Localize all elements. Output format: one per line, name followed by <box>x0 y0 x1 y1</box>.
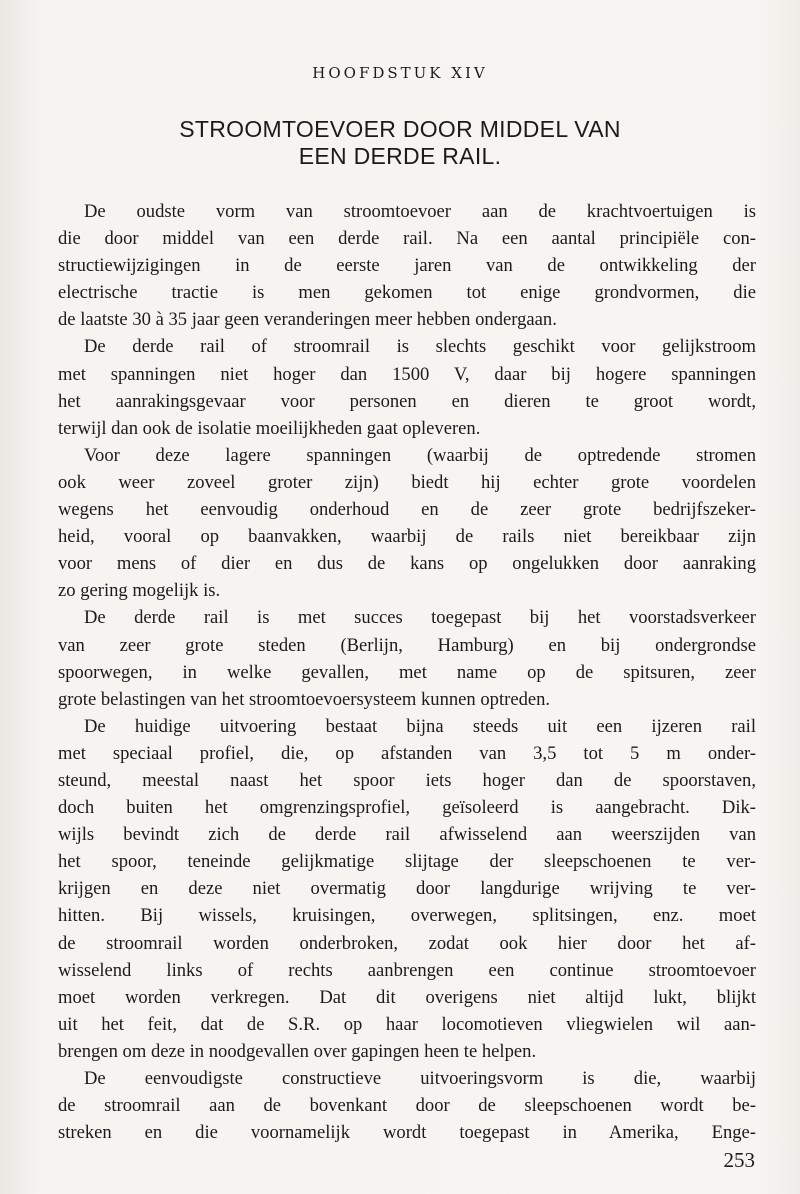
text-line: De derde rail of stroomrail is slechts geschikt voor gelijkstroom <box>84 336 756 358</box>
text-line: terwijl dan ook de isolatie moeilijkheden gaat opleveren. <box>58 417 481 439</box>
text-line: voor mens of dier en dus de kans op ongelukken door aanraking <box>58 553 756 575</box>
text-line: het spoor, teneinde gelijkmatige slijtage der sleepschoenen te ver- <box>58 851 756 873</box>
body-text <box>58 198 756 1146</box>
text-line: De derde rail is met succes toegepast bij het voorstadsverkeer <box>84 607 756 629</box>
text-line: heid, vooral op baanvakken, waarbij de rails niet bereikbaar zijn <box>58 526 756 548</box>
text-line: wegens het eenvoudig onderhoud en de zeer grote bedrijfszeker- <box>58 499 756 521</box>
paragraph <box>58 442 756 605</box>
text-line: De eenvoudigste constructieve uitvoeringsvorm is die, waarbij <box>84 1068 756 1089</box>
text-line: uit het feit, dat de S.R. op haar locomotieven vliegwielen wil aan- <box>58 1013 756 1035</box>
text-line: die door middel van een derde rail. Na een aantal principiële con- <box>58 228 756 250</box>
text-line: van zeer grote steden (Berlijn, Hamburg) en bij ondergrondse <box>58 634 756 656</box>
paragraph <box>58 713 756 1065</box>
text-line: streken en die voornamelijk wordt toegepast in Amerika, Enge- <box>58 1122 756 1144</box>
text-line: de stroomrail aan de bovenkant door de sleepschoenen wordt be- <box>58 1095 756 1117</box>
text-line: grote belastingen van het stroomtoevoersysteem kunnen optreden. <box>58 688 551 710</box>
text-line: krijgen en deze niet overmatig door langdurige wrijving te ver- <box>58 878 756 900</box>
text-line: het aanrakingsgevaar voor personen en dieren te groot wordt, <box>58 390 756 412</box>
text-line: met spanningen niet hoger dan 1500 V, daar bij hogere spanningen <box>58 363 756 385</box>
text-line: ook weer zoveel groter zijn) biedt hij echter grote voordelen <box>58 471 756 493</box>
text-line: wijls bevindt zich de derde rail afwisselend aan weerszijden van <box>58 824 756 846</box>
text-line: electrische tractie is men gekomen tot enige grondvormen, die <box>58 282 756 304</box>
chapter-title-line: EEN DERDE RAIL. <box>298 143 502 169</box>
text-line: wisselend links of rechts aanbrengen een continue stroomtoevoer <box>58 959 756 981</box>
paragraph <box>58 604 756 712</box>
chapter-title-line: STROOMTOEVOER DOOR MIDDEL VAN <box>179 116 621 142</box>
text-line: zo gering mogelijk is. <box>58 580 221 602</box>
paragraph <box>58 1065 756 1146</box>
chapter-heading: HOOFDSTUK XIV <box>312 64 488 82</box>
text-line: de laatste 30 à 35 jaar geen veranderingen meer hebben ondergaan. <box>58 309 557 331</box>
page-number: 253 <box>723 1148 755 1172</box>
text-line: De huidige uitvoering bestaat bijna steeds uit een ijzeren rail <box>84 715 756 737</box>
text-line: spoorwegen, in welke gevallen, met name op de spitsuren, zeer <box>58 661 756 683</box>
paragraph <box>58 333 756 441</box>
text-line: met speciaal profiel, die, op afstanden van 3,5 tot 5 m onder- <box>58 742 756 764</box>
text-line: De oudste vorm van stroomtoevoer aan de krachtvoertuigen is <box>84 201 756 222</box>
text-line: Voor deze lagere spanningen (waarbij de optredende stromen <box>84 444 756 466</box>
text-line: de stroomrail worden onderbroken, zodat ook hier door het af- <box>58 932 756 954</box>
text-line: moet worden verkregen. Dat dit overigens niet altijd lukt, blijkt <box>58 986 756 1008</box>
text-line: brengen om deze in noodgevallen over gapingen heen te helpen. <box>58 1040 537 1062</box>
text-line: hitten. Bij wissels, kruisingen, overwegen, splitsingen, enz. moet <box>58 905 756 927</box>
chapter-title <box>0 116 800 170</box>
text-line: doch buiten het omgrenzingsprofiel, geïsoleerd is aangebracht. Dik- <box>58 797 756 819</box>
text-line: structiewijzigingen in de eerste jaren van de ontwikkeling der <box>58 255 756 277</box>
text-line: steund, meestal naast het spoor iets hoger dan de spoorstaven, <box>58 769 756 791</box>
paragraph <box>58 198 756 333</box>
